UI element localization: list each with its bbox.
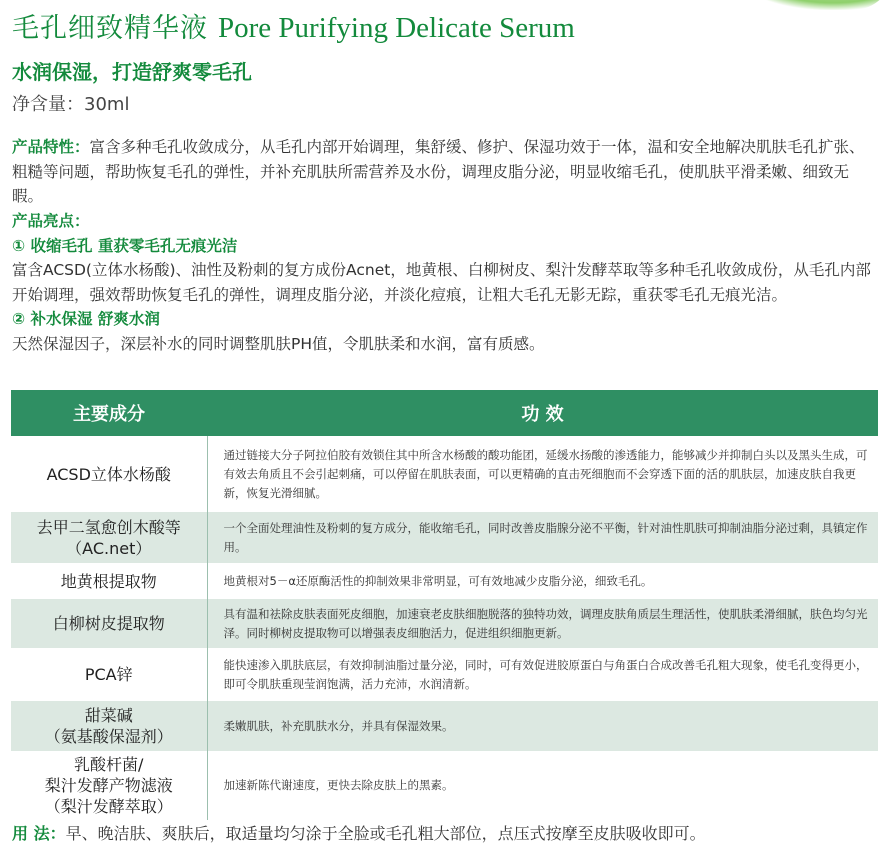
net-volume: 净含量：30ml [12,94,130,115]
features-section [12,135,878,209]
highlight-1-text: 富含ACSD(立体水杨酸)、油性及粉刺的复方成份Acnet，地黄根、白柳树皮、梨汁发酵萃取等多种毛孔收敛成份，从毛孔内部开始调理，强效帮助恢复毛孔的弹性，调理皮脂分泌，并淡化痘痕，让粗大毛孔无影无踪，重获零毛孔无痕光洁。 [12,261,871,304]
title-english: Pore Purifying Delicate Serum [218,12,575,44]
slogan: 水润保湿，打造舒爽零毛孔 [12,60,252,84]
ingredient-name-line: 白柳树皮提取物 [52,614,165,633]
decorative-leaf [743,0,883,10]
table-row [11,701,878,752]
ingredient-name-line: 甜菜碱 [84,706,133,725]
ingredient-name [11,701,207,752]
ingredient-name-line: PCA锌 [84,665,133,684]
table-row [11,564,878,599]
usage-section [12,821,706,844]
highlight-2-heading: ② 补水保湿 舒爽水润 [12,310,160,328]
header-ingredient: 主要成分 [11,390,207,437]
ingredient-name [11,512,207,564]
header-effect: 功 效 [207,390,878,437]
usage-label: 用 法： [12,824,66,843]
ingredient-name-line: （梨汁发酵萃取） [44,797,173,817]
ingredient-desc: 柔嫩肌肤，补充肌肤水分，并具有保湿效果。 [207,701,878,752]
table-row [11,512,878,564]
table-row [11,437,878,512]
table-row [11,649,878,701]
table-row [11,752,878,820]
ingredient-name-line: ACSD立体水杨酸 [46,464,171,484]
highlight-1-heading: ① 收缩毛孔 重获零毛孔无痕光洁 [12,236,238,255]
ingredient-desc: 通过链接大分子阿拉伯胶有效锁住其中所含水杨酸的酸功能团，延缓水扬酸的渗透能力，能够减少并抑制白头以及黑头生成，可有效去角质且不会引起刺痛，可以停留在肌肤表面，可以更精确的直击死细胞而不会穿透下面的活的肌肤层，加速皮肤自我更新，恢复光滑细腻。 [207,437,878,512]
ingredient-desc: 具有温和祛除皮肤表面死皮细胞，加速衰老皮肤细胞脱落的独特功效，调理皮肤角质层生理活性，使肌肤柔滑细腻，肤色均匀光泽。同时柳树皮提取物可以增强表皮细胞活力，促进组织细胞更新。 [207,599,878,649]
ingredient-name [11,599,207,649]
ingredient-name [11,649,207,701]
usage-text: 早、晚洁肤、爽肤后，取适量均匀涂于全脸或毛孔粗大部位，点压式按摩至皮肤吸收即可。 [65,824,706,843]
table-row [11,599,878,649]
ingredient-name-line: 地黄根提取物 [60,571,157,591]
ingredient-name-line: （AC.net） [66,538,152,558]
ingredient-name-line: （氨基酸保湿剂） [44,727,173,746]
table-header-row [11,390,878,437]
ingredient-name-line: 去甲二氢愈创木酸等 [36,517,181,537]
ingredient-name [11,437,207,512]
highlights-section [12,209,878,356]
highlight-2-text: 天然保湿因子，深层补水的同时调整肌肤PH值，令肌肤柔和水润，富有质感。 [12,334,545,353]
ingredient-name-line: 梨汁发酵产物滤液 [44,776,173,796]
ingredient-name [11,564,207,599]
page-title [12,6,575,45]
ingredient-name-line: 乳酸杆菌/ [74,755,144,775]
ingredients-table [11,390,878,820]
features-text: 富含多种毛孔收敛成分，从毛孔内部开始调理，集舒缓、修护、保湿功效于一体，温和安全地解决肌肤毛孔扩张、粗糙等问题，帮助恢复毛孔的弹性，并补充肌肤所需营养及水份，调理皮脂分泌，明显收缩毛孔，使肌肤平滑柔嫩、细致无暇。 [12,138,865,205]
title-chinese: 毛孔细致精华液 [12,13,208,44]
ingredient-desc: 一个全面处理油性及粉刺的复方成分，能收缩毛孔，同时改善皮脂腺分泌不平衡，针对油性肌肤可抑制油脂分泌过剩，具镇定作用。 [207,512,878,564]
highlights-label: 产品亮点： [12,212,90,230]
ingredient-desc: 加速新陈代谢速度，更快去除皮肤上的黑素。 [207,752,878,820]
ingredient-name [11,752,207,820]
ingredient-desc: 地黄根对5－α还原酶活性的抑制效果非常明显，可有效地减少皮脂分泌，细致毛孔。 [207,564,878,599]
features-label: 产品特性： [12,138,90,156]
ingredient-desc: 能快速渗入肌肤底层，有效抑制油脂过量分泌，同时，可有效促进胶原蛋白与角蛋白合成改善毛孔粗大现象，使毛孔变得更小，即可令肌肤重现莹润饱满，活力充沛，水润清新。 [207,649,878,701]
